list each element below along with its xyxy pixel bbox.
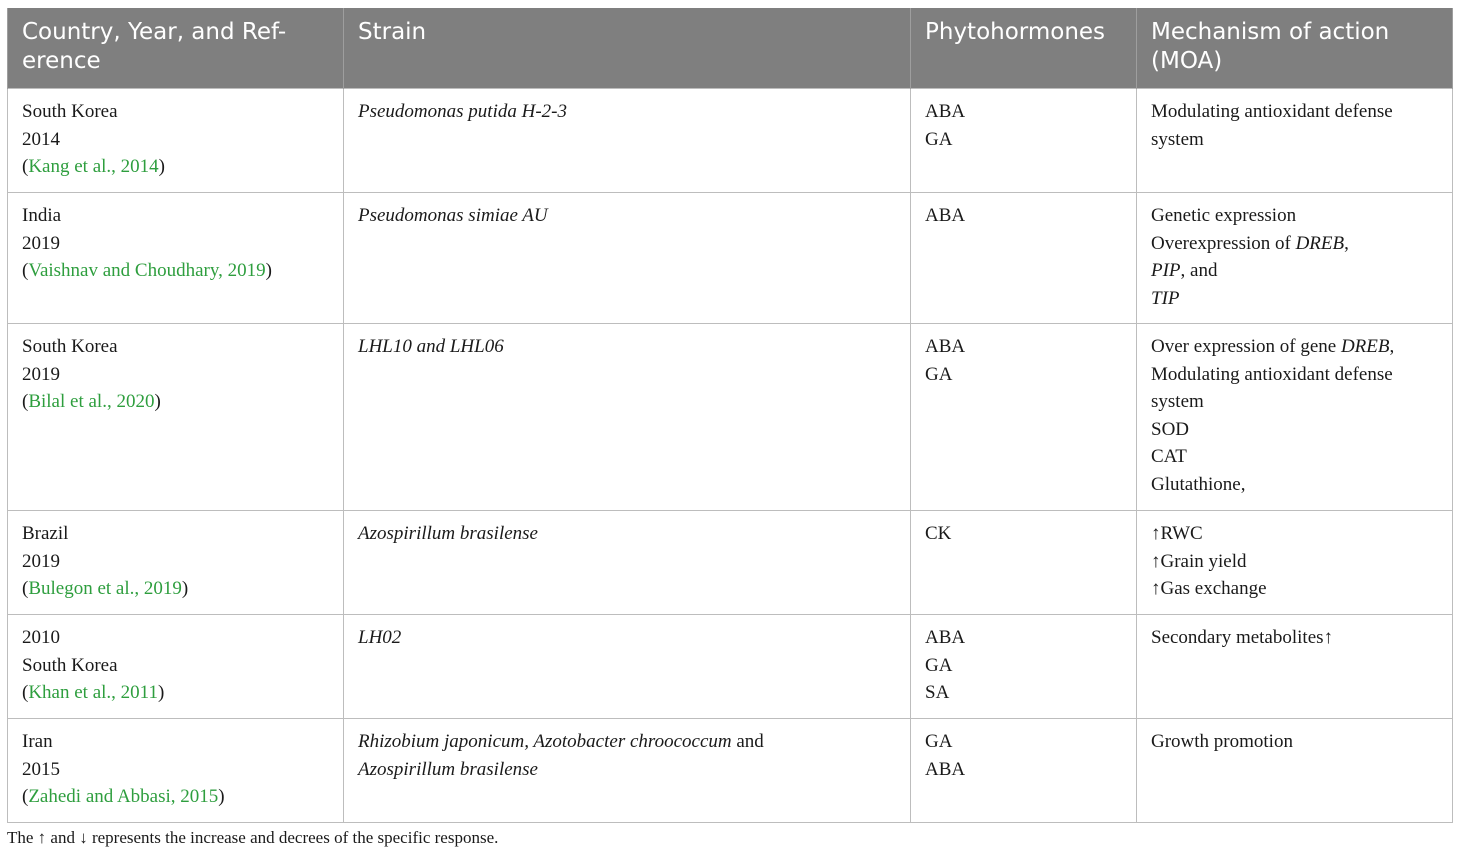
- cell-country: South Korea 2019 (Bilal et al., 2020): [8, 324, 344, 511]
- header-country: Country, Year, and Ref- erence: [8, 8, 344, 89]
- table-row: [8, 719, 1453, 823]
- table-row: [8, 511, 1453, 615]
- table-row: [8, 89, 1453, 193]
- reference-link[interactable]: Vaishnav and Choudhary, 2019: [28, 260, 266, 282]
- cell-hormones: ABA: [911, 193, 1137, 324]
- cell-country: South Korea 2014 (Kang et al., 2014): [8, 89, 344, 193]
- table-row: [8, 324, 1453, 511]
- cell-moa: Over expression of gene DREB, Modulating antioxidant defense system SOD CAT Glutathione,: [1137, 324, 1453, 511]
- header-strain: Strain: [344, 8, 911, 89]
- cell-hormones: ABA GA SA: [911, 615, 1137, 719]
- cell-country: Iran 2015 (Zahedi and Abbasi, 2015): [8, 719, 344, 823]
- cell-moa: Secondary metabolites↑: [1137, 615, 1453, 719]
- table-footnote: The ↑ and ↓ represents the increase and decrees of the specific response.: [7, 828, 499, 847]
- table-row: [8, 193, 1453, 324]
- cell-hormones: ABA GA: [911, 324, 1137, 511]
- cell-strain: LH02: [344, 615, 911, 719]
- table-row: [8, 615, 1453, 719]
- reference-link[interactable]: Bilal et al., 2020: [28, 391, 155, 413]
- cell-strain: Pseudomonas simiae AU: [344, 193, 911, 324]
- cell-country: Brazil 2019 (Bulegon et al., 2019): [8, 511, 344, 615]
- cell-strain: Pseudomonas putida H-2-3: [344, 89, 911, 193]
- cell-strain: Rhizobium japonicum, Azotobacter chroococcum and Azospirillum brasilense: [344, 719, 911, 823]
- reference-link[interactable]: Zahedi and Abbasi, 2015: [28, 786, 219, 808]
- cell-strain: Azospirillum brasilense: [344, 511, 911, 615]
- cell-moa: ↑RWC ↑Grain yield ↑Gas exchange: [1137, 511, 1453, 615]
- header-row: [8, 8, 1453, 89]
- cell-country: 2010 South Korea (Khan et al., 2011): [8, 615, 344, 719]
- data-table: [7, 8, 1453, 823]
- cell-strain: LHL10 and LHL06: [344, 324, 911, 511]
- header-moa: Mechanism of action (MOA): [1137, 8, 1453, 89]
- cell-moa: Growth promotion: [1137, 719, 1453, 823]
- cell-hormones: CK: [911, 511, 1137, 615]
- cell-country: India 2019 (Vaishnav and Choudhary, 2019): [8, 193, 344, 324]
- reference-link[interactable]: Bulegon et al., 2019: [28, 578, 182, 600]
- reference-link[interactable]: Kang et al., 2014: [28, 156, 159, 178]
- cell-moa: Genetic expression Overexpression of DREB, PIP, and TIP: [1137, 193, 1453, 324]
- cell-moa: Modulating antioxidant defense system: [1137, 89, 1453, 193]
- reference-link[interactable]: Khan et al., 2011: [28, 682, 158, 704]
- cell-hormones: ABA GA: [911, 89, 1137, 193]
- cell-hormones: GA ABA: [911, 719, 1137, 823]
- header-phytohormones: Phytohormones: [911, 8, 1137, 89]
